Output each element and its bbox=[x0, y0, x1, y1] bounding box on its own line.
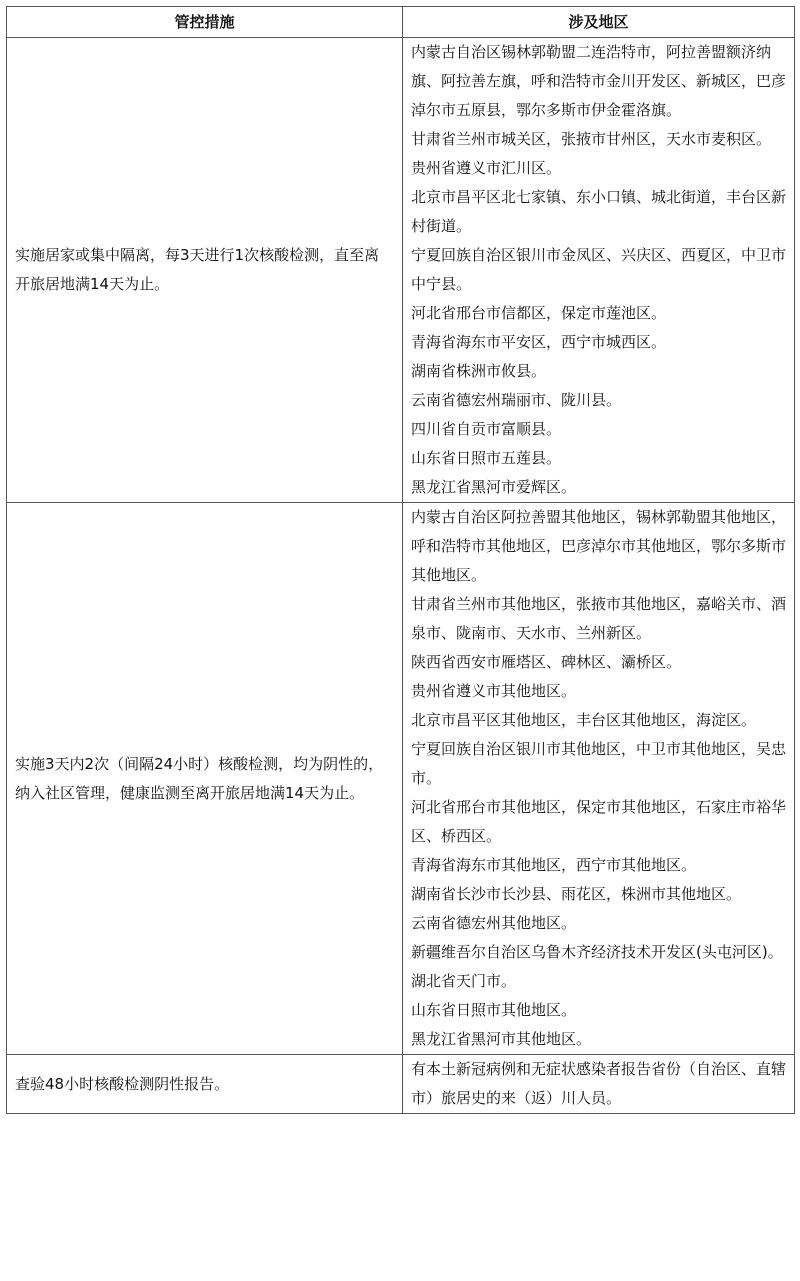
regions-cell bbox=[403, 38, 795, 503]
table-row bbox=[7, 38, 795, 503]
list-item: 云南省德宏州其他地区。 bbox=[411, 914, 577, 932]
region-list bbox=[411, 503, 786, 1054]
list-item: 四川省自贡市富顺县。 bbox=[411, 420, 562, 438]
list-item: 新疆维吾尔自治区乌鲁木齐经济技术开发区(头屯河区)。 bbox=[411, 943, 783, 961]
list-item: 贵州省遵义市汇川区。 bbox=[411, 159, 562, 177]
list-item: 贵州省遵义市其他地区。 bbox=[411, 682, 577, 700]
measure-cell: 查验48小时核酸检测阴性报告。 bbox=[7, 1055, 403, 1114]
list-item: 黑龙江省黑河市爱辉区。 bbox=[411, 478, 577, 496]
list-item: 内蒙古自治区阿拉善盟其他地区，锡林郭勒盟其他地区，呼和浩特市其他地区，巴彦淖尔市其他地区，鄂尔多斯市其他地区。 bbox=[411, 508, 787, 584]
list-item: 青海省海东市平安区，西宁市城西区。 bbox=[411, 333, 667, 351]
header-measures: 管控措施 bbox=[7, 7, 403, 38]
list-item: 陕西省西安市雁塔区、碑林区、灞桥区。 bbox=[411, 653, 682, 671]
list-item: 河北省邢台市其他地区，保定市其他地区，石家庄市裕华区、桥西区。 bbox=[411, 798, 787, 845]
table-header-row bbox=[7, 7, 795, 38]
header-regions: 涉及地区 bbox=[403, 7, 795, 38]
list-item: 有本土新冠病例和无症状感染者报告省份（自治区、直辖市）旅居史的来（返）川人员。 bbox=[411, 1060, 787, 1107]
list-item: 湖南省长沙市长沙县、雨花区，株洲市其他地区。 bbox=[411, 885, 742, 903]
measure-cell: 实施3天内2次（间隔24小时）核酸检测，均为阴性的，纳入社区管理，健康监测至离开旅居地满14天为止。 bbox=[7, 503, 403, 1055]
list-item: 北京市昌平区其他地区，丰台区其他地区，海淀区。 bbox=[411, 711, 757, 729]
control-measures-table bbox=[6, 6, 795, 1114]
list-item: 北京市昌平区北七家镇、东小口镇、城北街道，丰台区新村街道。 bbox=[411, 188, 787, 235]
list-item: 黑龙江省黑河市其他地区。 bbox=[411, 1030, 592, 1048]
list-item: 青海省海东市其他地区，西宁市其他地区。 bbox=[411, 856, 697, 874]
measure-cell: 实施居家或集中隔离，每3天进行1次核酸检测，直至离开旅居地满14天为止。 bbox=[7, 38, 403, 503]
list-item: 山东省日照市五莲县。 bbox=[411, 449, 562, 467]
list-item: 云南省德宏州瑞丽市、陇川县。 bbox=[411, 391, 622, 409]
regions-cell bbox=[403, 503, 795, 1055]
region-list bbox=[411, 38, 786, 502]
table-row bbox=[7, 1055, 795, 1114]
list-item: 山东省日照市其他地区。 bbox=[411, 1001, 577, 1019]
region-list bbox=[411, 1055, 786, 1113]
list-item: 内蒙古自治区锡林郭勒盟二连浩特市，阿拉善盟额济纳旗、阿拉善左旗，呼和浩特市金川开发区、新城区，巴彦淖尔市五原县，鄂尔多斯市伊金霍洛旗。 bbox=[411, 43, 787, 119]
list-item: 甘肃省兰州市其他地区，张掖市其他地区，嘉峪关市、酒泉市、陇南市、天水市、兰州新区。 bbox=[411, 595, 787, 642]
table-row bbox=[7, 503, 795, 1055]
regions-cell bbox=[403, 1055, 795, 1114]
list-item: 甘肃省兰州市城关区，张掖市甘州区，天水市麦积区。 bbox=[411, 130, 772, 148]
list-item: 宁夏回族自治区银川市金凤区、兴庆区、西夏区，中卫市中宁县。 bbox=[411, 246, 787, 293]
list-item: 宁夏回族自治区银川市其他地区，中卫市其他地区，吴忠市。 bbox=[411, 740, 787, 787]
list-item: 湖北省天门市。 bbox=[411, 972, 517, 990]
list-item: 河北省邢台市信都区，保定市莲池区。 bbox=[411, 304, 667, 322]
list-item: 湖南省株洲市攸县。 bbox=[411, 362, 547, 380]
